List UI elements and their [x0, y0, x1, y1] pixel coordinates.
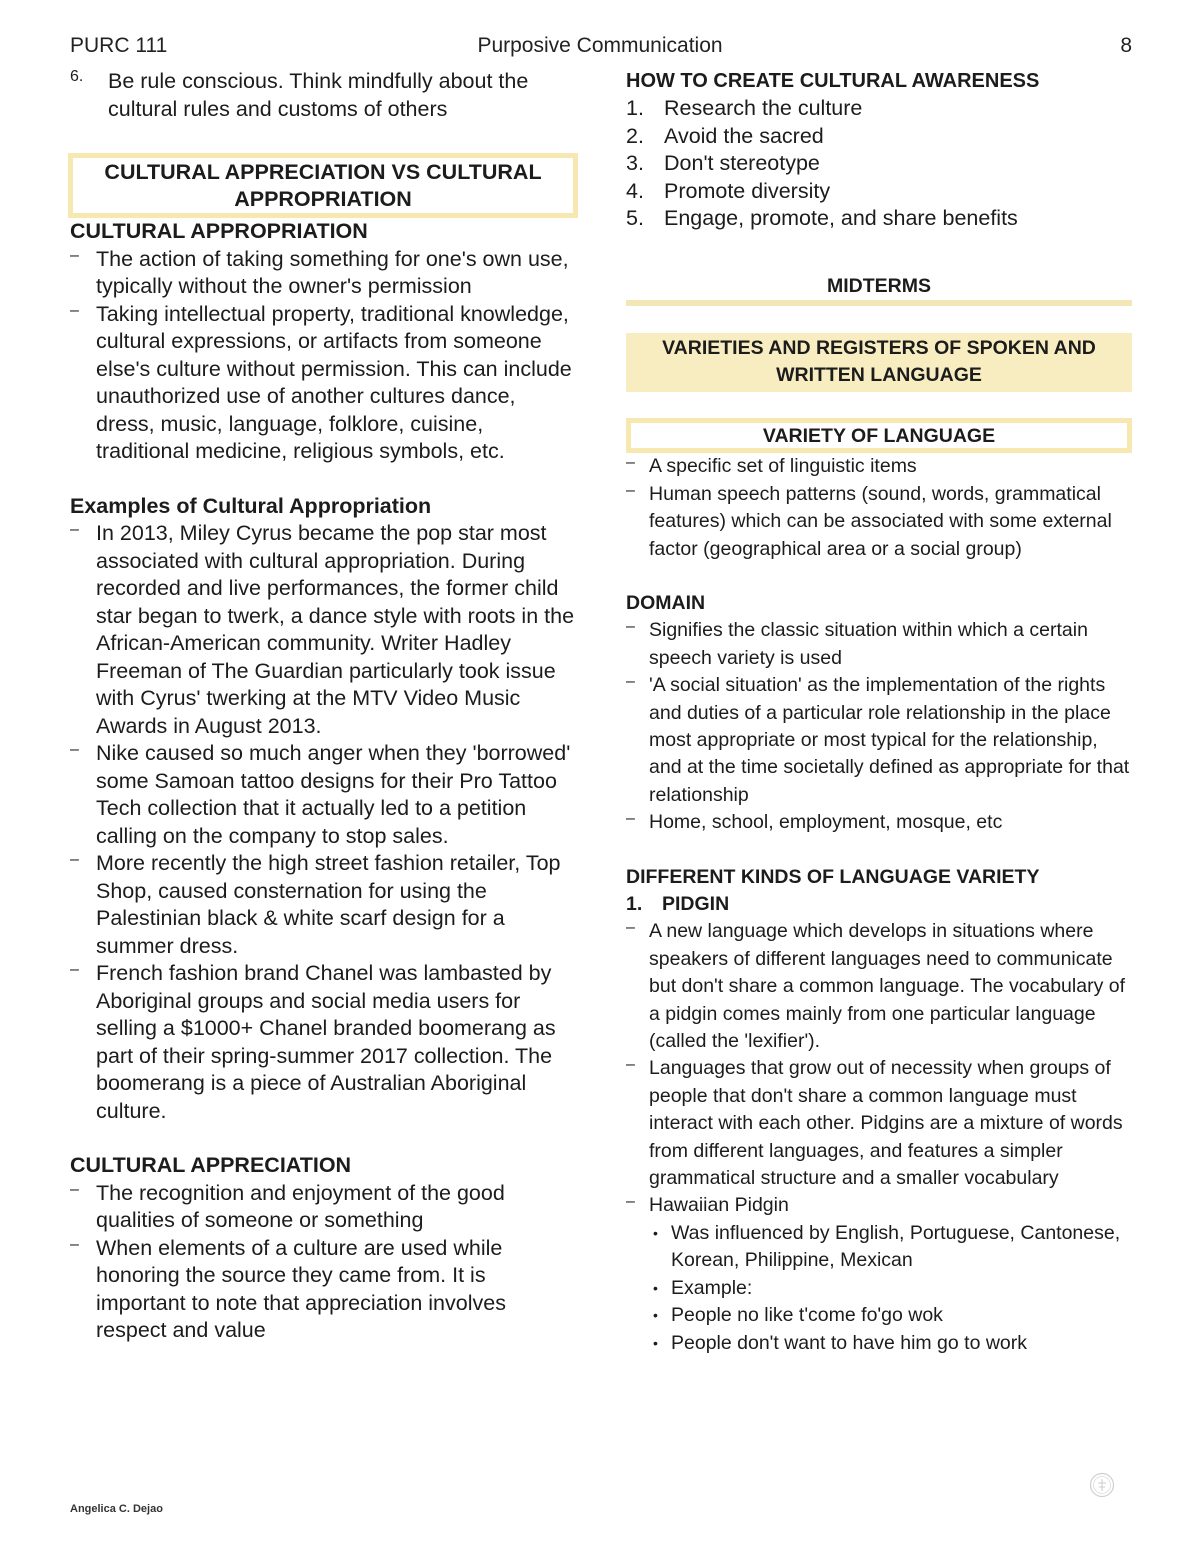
- pidgin-label: PIDGIN: [662, 893, 730, 915]
- examples-list: [70, 520, 580, 1125]
- hawaiian-pidgin-list: [626, 1220, 1132, 1357]
- examples-heading: Examples of Cultural Appropriation: [70, 493, 432, 518]
- seal-icon: [1089, 1472, 1115, 1498]
- item-number: 1.: [626, 96, 644, 121]
- subject-title: Purposive Communication: [477, 34, 723, 57]
- pidgin-list: [626, 918, 1132, 1219]
- item-number: 1.: [626, 893, 643, 915]
- list-item: – French fashion brand Chanel was lambasted by Aboriginal groups and social media users for selling a $1000+ Chanel branded boomerang as part of their spring-summer 2017 collection. The boomerang is a piece of Australian Aboriginal culture.: [70, 960, 580, 1125]
- list-item: – Signifies the classic situation within which a certain speech variety is used: [626, 617, 1132, 672]
- list-item: – Languages that grow out of necessity when groups of people that don't share a common language must interact with each other. Pidgins are a mixture of words from different languages, and features a simpler grammatical structure and a smaller vocabulary: [626, 1055, 1132, 1192]
- appreciation-list: [70, 1180, 580, 1345]
- item-text: Be rule conscious. Think mindfully about the cultural rules and customs of others: [108, 69, 529, 121]
- list-item: – A new language which develops in situations where speakers of different languages need to communicate but don't share a common language. The vocabulary of a pidgin comes mainly from one particular language (called the 'lexifier').: [626, 918, 1132, 1055]
- item-number: 5.: [626, 206, 644, 231]
- domain-heading: DOMAIN: [626, 591, 706, 614]
- list-item: – Taking intellectual property, traditional knowledge, cultural expressions, or artifacts from someone else's culture without permission. This can include unauthorized use of another cultures dance, dress, music, language, folklore, cuisine, traditional medicine, religious symbols, etc.: [70, 301, 580, 466]
- kinds-heading: DIFFERENT KINDS OF LANGUAGE VARIETY: [626, 865, 1040, 888]
- rule-conscious-item: [70, 68, 580, 123]
- list-item: – Hawaiian Pidgin: [626, 1192, 1132, 1219]
- item-text: Engage, promote, and share benefits: [664, 206, 1018, 231]
- list-item: [626, 178, 1132, 206]
- item-text: Research the culture: [664, 96, 863, 121]
- list-item: • People no like t'come fo'go wok: [649, 1302, 1132, 1329]
- domain-list: [626, 617, 1132, 836]
- awareness-heading: HOW TO CREATE CULTURAL AWARENESS: [626, 70, 1040, 92]
- item-text: Promote diversity: [664, 178, 831, 203]
- variety-list: [626, 453, 1132, 563]
- left-column: [70, 68, 580, 1345]
- course-code: PURC 111: [70, 34, 168, 57]
- appropriation-list: [70, 246, 580, 466]
- item-text: Don't stereotype: [664, 151, 820, 176]
- pidgin-heading: [626, 891, 1132, 918]
- list-item: – Human speech patterns (sound, words, grammatical features) which can be associated with some external factor (geographical area or a social group): [626, 481, 1132, 563]
- list-item: • Example:: [649, 1275, 1132, 1302]
- list-item: – The action of taking something for one's own use, typically without the owner's permission: [70, 246, 580, 301]
- list-item: – A specific set of linguistic items: [626, 453, 1132, 480]
- list-item: • People don't want to have him go to work: [649, 1330, 1132, 1357]
- item-text: Avoid the sacred: [664, 123, 824, 148]
- list-item: – The recognition and enjoyment of the good qualities of someone or something: [70, 1180, 580, 1235]
- item-number: 3.: [626, 151, 644, 176]
- list-item: [626, 150, 1132, 178]
- list-item: – In 2013, Miley Cyrus became the pop star most associated with cultural appropriation. During recorded and live performances, the former child star began to twerk, a dance style with roots in the African-American community. Writer Hadley Freeman of The Guardian particularly took issue with Cyrus' twerking at the MTV Video Music Awards in August 2013.: [70, 520, 580, 740]
- item-number: 2.: [626, 123, 644, 148]
- varieties-registers-title: VARIETIES AND REGISTERS OF SPOKEN AND WRITTEN LANGUAGE: [626, 333, 1132, 392]
- item-number: 6.: [70, 68, 84, 85]
- page-number: 8: [1120, 34, 1132, 57]
- awareness-list: [626, 95, 1132, 233]
- item-number: 4.: [626, 178, 644, 203]
- right-column: [626, 68, 1132, 1357]
- list-item: – When elements of a culture are used while honoring the source they came from. It is important to note that appreciation involves respect and value: [70, 1235, 580, 1345]
- appreciation-heading: CULTURAL APPRECIATION: [70, 1153, 352, 1177]
- list-item: – Home, school, employment, mosque, etc: [626, 809, 1132, 836]
- author-name: Angelica C. Dejao: [70, 1503, 163, 1515]
- list-item: – 'A social situation' as the implementation of the rights and duties of a particular role relationship in the place most appropriate or most typical for the relationship, and at the time societally defined as appropriate for that relationship: [626, 672, 1132, 809]
- list-item: • Was influenced by English, Portuguese, Cantonese, Korean, Philippine, Mexican: [649, 1220, 1132, 1275]
- list-item: [626, 123, 1132, 151]
- list-item: – More recently the high street fashion retailer, Top Shop, caused consternation for using the Palestinian black & white scarf design for a summer dress.: [70, 850, 580, 960]
- list-item: – Nike caused so much anger when they 'borrowed' some Samoan tattoo designs for their Pro Tattoo Tech collection that it actually led to a petition calling on the company to stop sales.: [70, 740, 580, 850]
- appropriation-heading: CULTURAL APPROPRIATION: [70, 219, 368, 243]
- appreciation-vs-appropriation-title: CULTURAL APPRECIATION VS CULTURAL APPROPRIATION: [68, 153, 578, 218]
- list-item: [626, 95, 1132, 123]
- list-item: [626, 205, 1132, 233]
- midterms-title: MIDTERMS: [827, 274, 931, 297]
- variety-of-language-title: VARIETY OF LANGUAGE: [626, 418, 1132, 453]
